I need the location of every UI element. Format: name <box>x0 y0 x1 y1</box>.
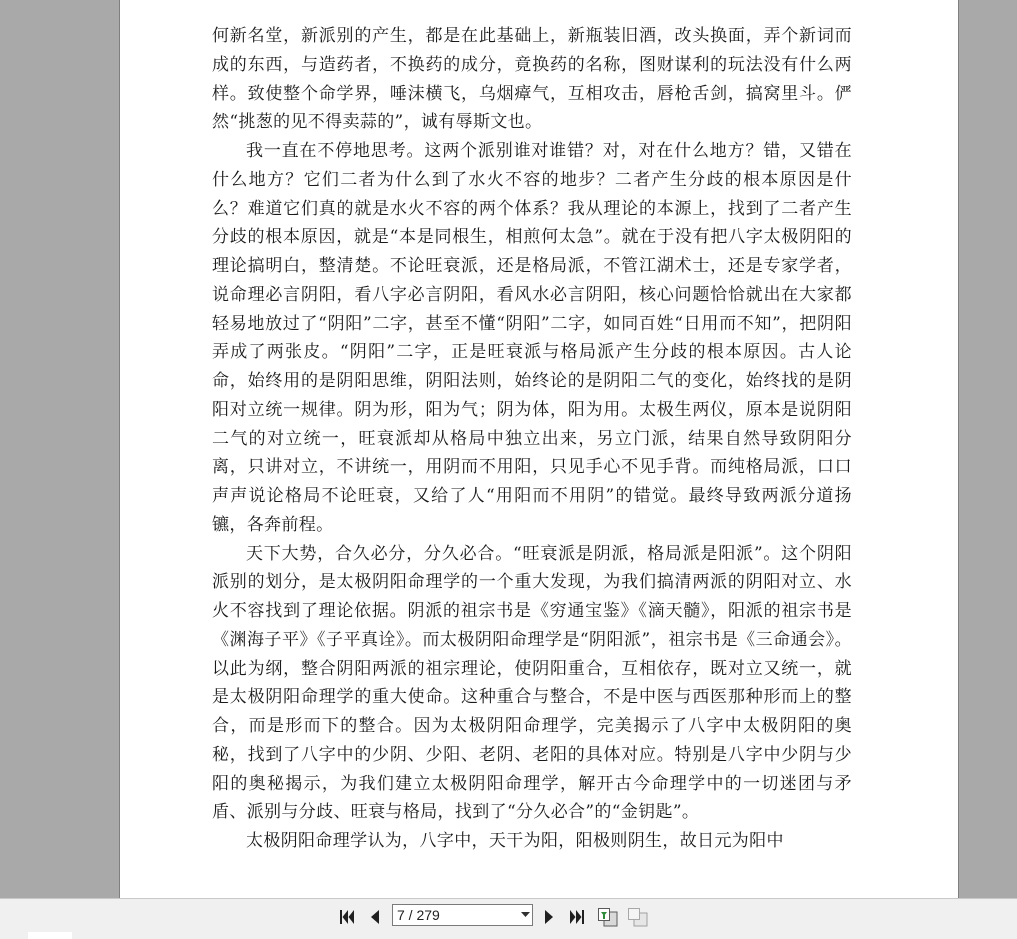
status-corner <box>28 932 72 939</box>
previous-page-icon <box>368 908 382 926</box>
navigation-toolbar <box>0 898 1017 939</box>
first-page-icon <box>338 908 356 926</box>
paragraph-3: 天下大势，合久必分，分久必合。“旺衰派是阴派，格局派是阳派”。这个阴阳派别的划分，是太极阴阳命理学的一个重大发现，为我们搞清两派的阴阳对立、水火不容找到了理论依据。阴派的祖宗书是《穷通宝鉴》《滴天髓》，阳派的祖宗书是《渊海子平》《子平真诠》。而太极阴阳命理学是“阴阳派”，祖宗书是《三命通会》。以此为纲，整合阴阳两派的祖宗理论，使阴阳重合，互相依存，既对立又统一，就是太极阴阳命理学的重大使命。这种重合与整合，不是中医与西医那种形而上的整合，而是形而下的整合。因为太极阴阳命理学，完美揭示了八字中太极阴阳的奥秘，找到了八字中的少阴、少阳、老阴、老阳的具体对应。特别是八字中少阴与少阳的奥秘揭示，为我们建立太极阴阳命理学，解开古今命理学中的一切迷团与矛盾、派别与分歧、旺衰与格局，找到了“分久必合”的“金钥匙”。 <box>212 543 852 823</box>
first-page-button[interactable] <box>337 907 357 927</box>
next-page-icon <box>542 908 556 926</box>
paragraph-4: 太极阴阳命理学认为，八字中，天干为阳，阳极则阴生，故日元为阳中 <box>246 831 784 851</box>
document-page <box>119 0 959 898</box>
page-number-value: 7 / 279 <box>397 907 440 923</box>
copy-page-button[interactable] <box>597 907 619 927</box>
paste-page-button[interactable] <box>627 907 649 927</box>
paragraph-2: 我一直在不停地思考。这两个派别谁对谁错？对，对在什么地方？错，又错在什么地方？它们二者为什么到了水火不容的地步？二者产生分歧的根本原因是什么？难道它们真的就是水火不容的两个体系？我从理论的本源上，找到了二者产生分歧的根本原因，就是“本是同根生，相煎何太急”。就在于没有把八字太极阴阳的理论搞明白，整清楚。不论旺衰派，还是格局派，不管江湖术士，还是专家学者，说命理必言阴阳，看八字必言阴阳，看风水必言阴阳，核心问题恰恰就出在大家都轻易地放过了“阴阳”二字，甚至不懂“阴阳”二字，如同百姓“日用而不知”，把阴阳弄成了两张皮。“阴阳”二字，正是旺衰派与格局派产生分歧的根本原因。古人论命，始终用的是阴阳思维，阴阳法则，始终论的是阴阳二气的变化，始终找的是阴阳对立统一规律。阴为形，阳为气；阴为体，阳为用。太极生两仪，原本是说阴阳二气的对立统一，旺衰派却从格局中独立出来，另立门派，结果自然导致阴阳分离，只讲对立，不讲统一，用阴而不用阳，只见手心不见手背。而纯格局派，口口声声说论格局不论旺衰，又给了人“用阳而不用阴”的错觉。最终导致两派分道扬镳，各奔前程。 <box>212 141 852 535</box>
last-page-button[interactable] <box>567 907 587 927</box>
paste-page-icon <box>627 907 649 927</box>
paragraph-1: 何新名堂，新派别的产生，都是在此基础上，新瓶装旧酒，改头换面，弄个新词而成的东西，与造药者，不换药的成分，竟换药的名称，图财谋利的玩法没有什么两样。致使整个命学界，唾沫横飞，乌烟瘴气，互相攻击，唇枪舌剑，搞窝里斗。俨然“挑葱的见不得卖蒜的”，诚有辱斯文也。 <box>212 26 852 133</box>
page-number-select[interactable] <box>392 904 533 926</box>
next-page-button[interactable] <box>540 907 558 927</box>
chevron-down-icon[interactable] <box>518 905 532 925</box>
previous-page-button[interactable] <box>366 907 384 927</box>
last-page-icon <box>568 908 586 926</box>
page-text-block <box>212 22 852 856</box>
copy-page-icon <box>597 907 619 927</box>
